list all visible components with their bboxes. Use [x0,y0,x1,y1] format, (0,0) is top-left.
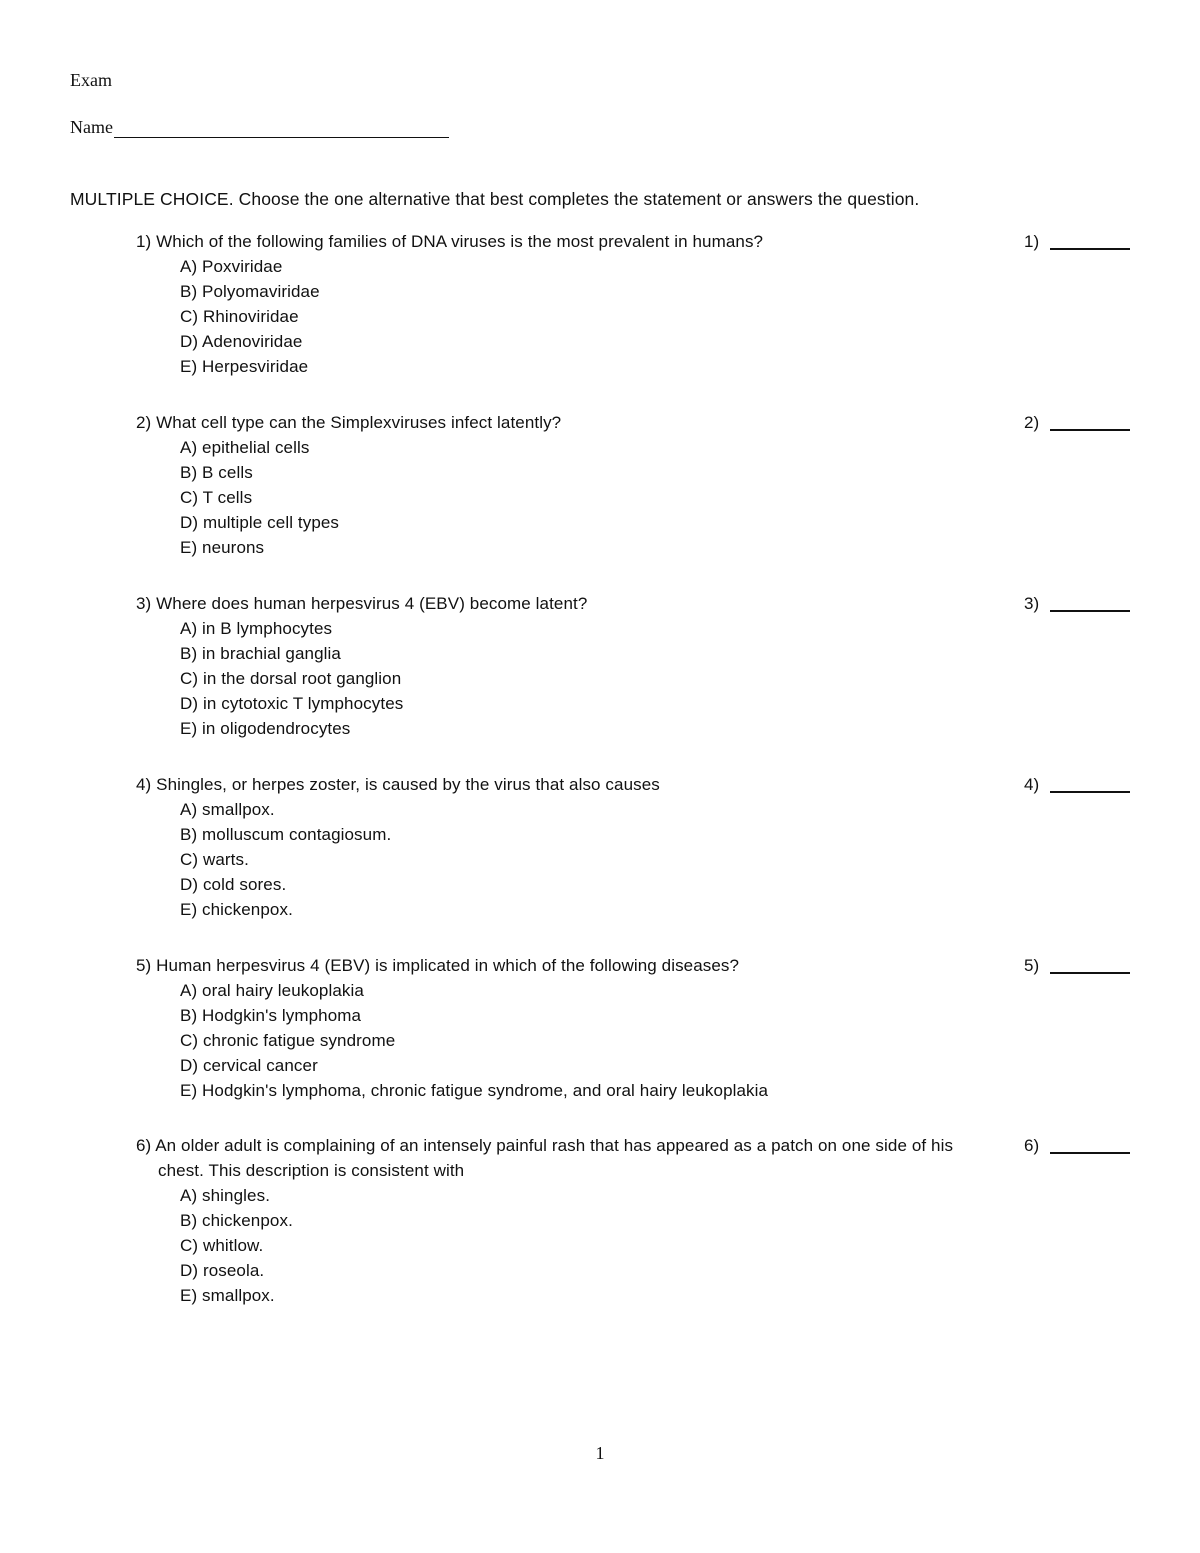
question-6 [136,1133,1136,1308]
question-stem [136,410,978,435]
answer-option[interactable]: C) chronic fatigue syndrome [180,1031,396,1050]
answer-slot-label: 1) [1024,232,1040,251]
answer-slot-label: 5) [1024,956,1040,975]
question-1 [136,229,1136,379]
answer-option[interactable]: A) smallpox. [180,800,275,819]
answer-option[interactable]: C) in the dorsal root ganglion [180,669,402,688]
question-number: 3) [136,594,152,613]
answer-blank-line[interactable] [1050,610,1130,612]
question-number: 5) [136,956,152,975]
answer-blank-line[interactable] [1050,248,1130,250]
answer-option[interactable]: D) cold sores. [180,875,287,894]
answer-blank-line[interactable] [1050,1152,1130,1154]
answer-option[interactable]: B) B cells [180,463,253,482]
answer-option[interactable]: A) epithelial cells [180,438,310,457]
answer-option[interactable]: A) in B lymphocytes [180,619,333,638]
answer-option[interactable]: D) cervical cancer [180,1056,318,1075]
question-3 [136,591,1136,741]
instructions: MULTIPLE CHOICE. Choose the one alternative that best completes the statement or answers the question. [70,189,920,209]
answer-option[interactable]: E) Hodgkin's lymphoma, chronic fatigue syndrome, and oral hairy leukoplakia [180,1081,769,1100]
answer-option[interactable]: B) molluscum contagiosum. [180,825,392,844]
exam-title: Exam [70,70,112,90]
answer-slot-label: 2) [1024,413,1040,432]
answer-option[interactable]: E) chickenpox. [180,900,293,919]
answer-slot[interactable] [1024,1133,1134,1158]
question-4 [136,772,1136,922]
answer-option[interactable]: D) Adenoviridae [180,332,303,351]
answer-blank-line[interactable] [1050,429,1130,431]
answer-option[interactable]: C) Rhinoviridae [180,307,299,326]
question-text: Human herpesvirus 4 (EBV) is implicated in which of the following diseases? [156,956,740,975]
answer-option[interactable]: E) Herpesviridae [180,357,309,376]
question-stem [136,229,978,254]
question-stem [136,1133,978,1183]
name-blank-line[interactable] [114,117,449,138]
answer-option[interactable]: C) whitlow. [180,1236,264,1255]
name-label: Name [70,117,113,137]
answer-slot-label: 4) [1024,775,1040,794]
answer-option[interactable]: D) roseola. [180,1261,265,1280]
answer-slot[interactable] [1024,772,1134,797]
question-text: An older adult is complaining of an intensely painful rash that has appeared as a patch on one side of his chest. This description is consistent with [155,1136,954,1180]
answer-slot[interactable] [1024,953,1134,978]
question-text: Shingles, or herpes zoster, is caused by the virus that also causes [156,775,660,794]
answer-option[interactable]: C) T cells [180,488,253,507]
answer-slot[interactable] [1024,410,1134,435]
answer-option[interactable]: A) shingles. [180,1186,271,1205]
question-stem [136,953,978,978]
answer-slot[interactable] [1024,229,1134,254]
answer-option[interactable]: E) smallpox. [180,1286,275,1305]
answer-option[interactable]: E) in oligodendrocytes [180,719,351,738]
answer-slot-label: 3) [1024,594,1040,613]
answer-slot-label: 6) [1024,1136,1040,1155]
question-number: 4) [136,775,152,794]
answer-blank-line[interactable] [1050,791,1130,793]
question-number: 2) [136,413,152,432]
answer-option[interactable]: D) in cytotoxic T lymphocytes [180,694,404,713]
answer-option[interactable]: B) Hodgkin's lymphoma [180,1006,362,1025]
answer-option[interactable]: D) multiple cell types [180,513,340,532]
answer-option[interactable]: E) neurons [180,538,265,557]
question-text: Where does human herpesvirus 4 (EBV) become latent? [156,594,588,613]
name-field [70,117,449,138]
question-2 [136,410,1136,560]
answer-option[interactable]: A) Poxviridae [180,257,283,276]
answer-option[interactable]: B) Polyomaviridae [180,282,320,301]
answer-option[interactable]: A) oral hairy leukoplakia [180,981,364,1000]
answer-slot[interactable] [1024,591,1134,616]
question-5 [136,953,1136,1103]
page-number: 1 [595,1443,605,1463]
question-stem [136,772,978,797]
question-number: 1) [136,232,152,251]
answer-option[interactable]: B) chickenpox. [180,1211,293,1230]
question-text: What cell type can the Simplexviruses infect latently? [156,413,562,432]
question-text: Which of the following families of DNA viruses is the most prevalent in humans? [156,232,764,251]
answer-option[interactable]: B) in brachial ganglia [180,644,341,663]
answer-option[interactable]: C) warts. [180,850,249,869]
question-stem [136,591,978,616]
answer-blank-line[interactable] [1050,972,1130,974]
question-number: 6) [136,1136,152,1155]
